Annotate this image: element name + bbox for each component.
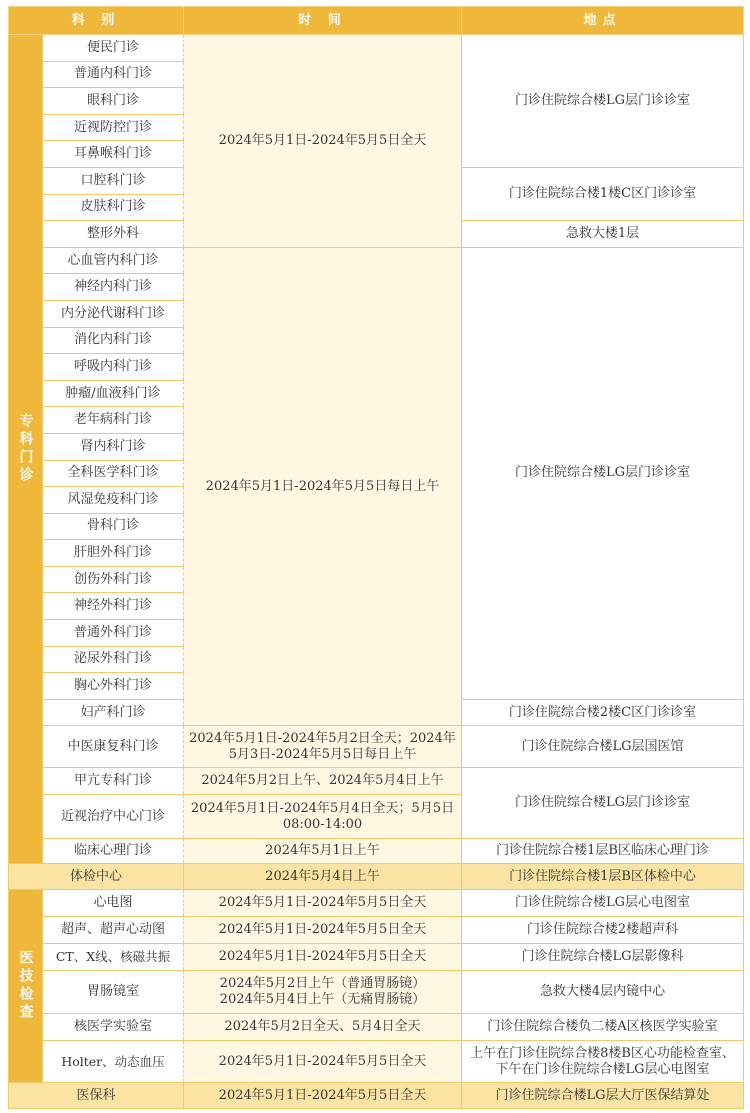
dept-cell: 骨科门诊 — [43, 513, 184, 540]
place-cell: 门诊住院综合楼LG层心电图室 — [462, 890, 744, 917]
header-place: 地点 — [462, 7, 744, 35]
time-line: 2024年5月4日上午（无痛胃肠镜） — [219, 992, 426, 1008]
table-row — [9, 917, 744, 944]
header-time: 时 间 — [184, 7, 462, 35]
time-cell: 2024年5月2日全天、5月4日全天 — [184, 1014, 462, 1041]
dept-cell: 整形外科 — [43, 221, 184, 248]
dept-cell: 核医学实验室 — [43, 1014, 184, 1041]
category-tech: 医技检查 — [9, 890, 43, 1083]
time-cell — [184, 971, 462, 1014]
table-row — [9, 726, 744, 768]
place-cell: 门诊住院综合楼2楼超声科 — [462, 917, 744, 944]
time-cell: 2024年5月2日上午、2024年5月4日上午 — [184, 768, 462, 795]
time-line: 2024年5月2日上午（普通胃肠镜） — [219, 976, 426, 992]
place-cell: 门诊住院综合楼1层B区体检中心 — [462, 864, 744, 890]
place-cell: 门诊住院综合楼LG层大厅医保结算处 — [462, 1083, 744, 1109]
dept-cell: 内分泌代谢科门诊 — [43, 300, 184, 327]
time-cell: 2024年5月1日-2024年5月5日全天 — [184, 1083, 462, 1109]
dept-cell: 老年病科门诊 — [43, 407, 184, 434]
dept-cell: 甲亢专科门诊 — [43, 768, 184, 795]
table-row-checkup — [9, 864, 744, 890]
dept-cell: 普通外科门诊 — [43, 620, 184, 647]
time-cell: 2024年5月1日-2024年5月5日每日上午 — [184, 247, 462, 726]
dept-cell: 泌尿外科门诊 — [43, 646, 184, 673]
place-cell: 门诊住院综合楼LG层门诊诊室 — [462, 35, 744, 168]
place-cell: 门诊住院综合楼负二楼A区核医学实验室 — [462, 1014, 744, 1041]
dept-cell: 胸心外科门诊 — [43, 673, 184, 700]
table-row — [9, 247, 744, 274]
place-cell: 门诊住院综合楼LG层影像科 — [462, 944, 744, 971]
place-cell: 急救大楼1层 — [462, 221, 744, 248]
dept-cell: 肝胆外科门诊 — [43, 540, 184, 567]
time-cell: 2024年5月4日上午 — [184, 864, 462, 890]
dept-cell: 中医康复科门诊 — [43, 726, 184, 768]
dept-cell: 耳鼻喉科门诊 — [43, 141, 184, 168]
table-row — [9, 768, 744, 795]
table-row — [9, 839, 744, 864]
table-row — [9, 1041, 744, 1083]
dept-cell: 医保科 — [9, 1083, 184, 1109]
place-cell: 上午在门诊住院综合楼8楼B区心功能检查室、下午在门诊住院综合楼LG层心电图室 — [462, 1041, 744, 1083]
place-cell: 急救大楼4层内镜中心 — [462, 971, 744, 1014]
dept-cell: 创伤外科门诊 — [43, 566, 184, 593]
place-cell: 门诊住院综合楼1楼C区门诊诊室 — [462, 167, 744, 220]
time-cell: 2024年5月1日-2024年5月5日全天 — [184, 890, 462, 917]
time-cell: 2024年5月1日-2024年5月2日全天；2024年5月3日-2024年5月5日每日上午 — [184, 726, 462, 768]
dept-cell: 神经内科门诊 — [43, 274, 184, 301]
dept-cell: 皮肤科门诊 — [43, 194, 184, 221]
place-cell: 门诊住院综合楼LG层门诊诊室 — [462, 768, 744, 839]
place-cell: 门诊住院综合楼LG层国医馆 — [462, 726, 744, 768]
category-specialty: 专科门诊 — [9, 35, 43, 864]
table-row — [9, 971, 744, 1014]
dept-cell: 普通内科门诊 — [43, 61, 184, 88]
table-row-insurance — [9, 1083, 744, 1109]
dept-cell: 肾内科门诊 — [43, 433, 184, 460]
table-row — [9, 890, 744, 917]
table-row — [9, 35, 744, 62]
dept-cell: 消化内科门诊 — [43, 327, 184, 354]
dept-cell: 胃肠镜室 — [43, 971, 184, 1014]
dept-cell: 心电图 — [43, 890, 184, 917]
table-row — [9, 944, 744, 971]
time-cell: 2024年5月1日-2024年5月5日全天 — [184, 35, 462, 248]
place-cell: 门诊住院综合楼LG层门诊诊室 — [462, 247, 744, 699]
dept-cell: 全科医学科门诊 — [43, 460, 184, 487]
time-cell: 2024年5月1日-2024年5月4日全天；5月5日08:00-14:00 — [184, 795, 462, 839]
dept-cell: 眼科门诊 — [43, 88, 184, 115]
dept-cell: 近视防控门诊 — [43, 114, 184, 141]
time-cell: 2024年5月1日-2024年5月5日全天 — [184, 1041, 462, 1083]
dept-cell: 超声、超声心动图 — [43, 917, 184, 944]
schedule-sheet — [8, 6, 743, 1107]
place-cell: 门诊住院综合楼2楼C区门诊诊室 — [462, 699, 744, 726]
dept-cell: CT、X线、核磁共振 — [43, 944, 184, 971]
header-row — [9, 7, 744, 35]
table-row — [9, 1014, 744, 1041]
dept-cell: 心血管内科门诊 — [43, 247, 184, 274]
dept-cell: 便民门诊 — [43, 35, 184, 62]
dept-cell: Holter、动态血压 — [43, 1041, 184, 1083]
dept-cell: 肿瘤/血液科门诊 — [43, 380, 184, 407]
dept-cell: 临床心理门诊 — [43, 839, 184, 864]
time-cell: 2024年5月1日上午 — [184, 839, 462, 864]
dept-cell: 妇产科门诊 — [43, 699, 184, 726]
time-cell: 2024年5月1日-2024年5月5日全天 — [184, 944, 462, 971]
dept-cell: 近视治疗中心门诊 — [43, 795, 184, 839]
holiday-schedule-table — [8, 6, 744, 1109]
dept-cell: 风湿免疫科门诊 — [43, 487, 184, 514]
dept-cell: 神经外科门诊 — [43, 593, 184, 620]
dept-cell: 体检中心 — [9, 864, 184, 890]
dept-cell: 口腔科门诊 — [43, 167, 184, 194]
place-cell: 门诊住院综合楼1层B区临床心理门诊 — [462, 839, 744, 864]
dept-cell: 呼吸内科门诊 — [43, 354, 184, 381]
time-cell: 2024年5月1日-2024年5月5日全天 — [184, 917, 462, 944]
header-dept: 科 别 — [9, 7, 184, 35]
